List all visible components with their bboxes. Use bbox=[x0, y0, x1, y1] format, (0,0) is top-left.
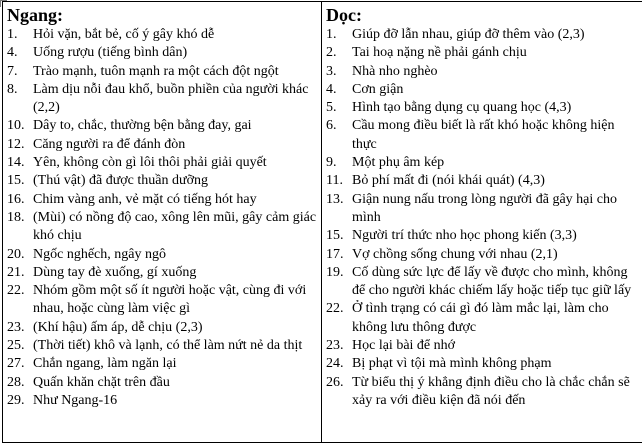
down-clue-text: Học lại bài để nhớ bbox=[352, 338, 456, 354]
down-clue-item bbox=[326, 300, 642, 337]
down-clues-column bbox=[322, 2, 642, 443]
across-clue-text: Dùng tay đè xuống, gí xuống bbox=[33, 264, 197, 280]
across-clue-text: Quấn khăn chặt trên đầu bbox=[33, 374, 170, 390]
across-clue-text: (Mùi) có nồng độ cao, xông lên mũi, gây cảm giác khó chịu bbox=[33, 209, 317, 244]
down-clue-text: Nhà nho nghèo bbox=[352, 63, 438, 79]
down-clue-item bbox=[326, 63, 642, 81]
across-clue-item bbox=[7, 154, 317, 172]
across-clue-item bbox=[7, 44, 317, 62]
across-clue-text: Hỏi vặn, bắt bẻ, cố ý gây khó dễ bbox=[33, 27, 215, 42]
down-clue-text: Cơn giận bbox=[352, 81, 404, 97]
down-clue-text: Giúp đỡ lẫn nhau, giúp đỡ thêm vào (2,3) bbox=[352, 27, 585, 42]
across-clue-item bbox=[7, 209, 317, 246]
down-clue-item bbox=[326, 44, 642, 62]
down-clue-text: Hình tạo bằng dụng cụ quang học (4,3) bbox=[352, 100, 572, 116]
across-clue-text: Yên, không còn gì lôi thôi phải giải quyết bbox=[33, 155, 267, 171]
down-clue-number: 2. bbox=[326, 45, 337, 61]
across-clue-item bbox=[7, 392, 317, 410]
across-clue-number: 10. bbox=[7, 118, 25, 134]
across-clue-number: 18. bbox=[7, 209, 25, 225]
down-clue-number: 26. bbox=[326, 374, 344, 390]
across-clue-number: 28. bbox=[7, 374, 25, 390]
across-clue-number: 25. bbox=[7, 338, 25, 354]
down-clue-item bbox=[326, 191, 642, 228]
across-clue-number: 12. bbox=[7, 136, 25, 152]
across-clue-item bbox=[7, 172, 317, 190]
down-clue-list bbox=[326, 26, 642, 410]
down-clue-number: 1. bbox=[326, 27, 337, 42]
down-clue-item bbox=[326, 355, 642, 373]
across-clue-number: 16. bbox=[7, 191, 25, 207]
across-clue-number: 20. bbox=[7, 246, 25, 262]
across-clue-item bbox=[7, 63, 317, 81]
down-clue-item bbox=[326, 246, 642, 264]
down-clue-number: 24. bbox=[326, 356, 344, 372]
across-clue-text: (Thời tiết) khô và lạnh, có thể làm nứt nẻ da thịt bbox=[33, 338, 303, 354]
clues-table-row bbox=[3, 2, 642, 443]
down-clue-number: 15. bbox=[326, 228, 344, 244]
across-clue-text: Uống rượu (tiếng bình dân) bbox=[33, 45, 188, 61]
across-clues-column bbox=[3, 2, 322, 443]
down-clue-text: Một phụ âm kép bbox=[352, 155, 445, 171]
across-clue-item bbox=[7, 319, 317, 337]
down-clue-number: 11. bbox=[326, 173, 343, 189]
across-clue-number: 8. bbox=[7, 81, 18, 97]
down-clue-item bbox=[326, 154, 642, 172]
down-clue-item bbox=[326, 117, 642, 154]
down-clue-text: Từ biểu thị ý khẳng định điều cho là chắc chắn sẽ xảy ra với điều kiện đã nói đến bbox=[352, 374, 630, 408]
down-clue-text: Tai hoạ nặng nề phải gánh chịu bbox=[352, 45, 527, 61]
down-clue-item bbox=[326, 227, 642, 245]
across-clue-item bbox=[7, 355, 317, 373]
down-clue-number: 13. bbox=[326, 191, 344, 207]
down-clue-item bbox=[326, 26, 642, 44]
down-clue-text: Bị phạt vì tội mà mình không phạm bbox=[352, 356, 552, 372]
across-heading: Ngang: bbox=[7, 5, 64, 25]
across-clue-number: 23. bbox=[7, 319, 25, 335]
down-clue-number: 5. bbox=[326, 100, 337, 116]
across-clue-item bbox=[7, 264, 317, 282]
across-clue-item bbox=[7, 26, 317, 44]
across-clue-text: Ngốc nghếch, ngây ngô bbox=[33, 246, 166, 262]
across-clue-text: Chim vàng anh, vẻ mặt có tiếng hót hay bbox=[33, 191, 257, 207]
across-clue-text: Căng người ra để đánh đòn bbox=[33, 136, 186, 152]
down-clue-text: Giận nung nấu trong lòng người đã gây hại cho mình bbox=[352, 191, 617, 225]
down-clue-text: Cầu mong điều biết là rất khó hoặc không hiện thực bbox=[352, 118, 615, 152]
down-clue-item bbox=[326, 374, 642, 411]
down-clue-item bbox=[326, 172, 642, 190]
across-clue-number: 21. bbox=[7, 264, 25, 280]
down-clue-number: 6. bbox=[326, 118, 337, 134]
across-clue-item bbox=[7, 117, 317, 135]
across-clue-text: Như Ngang-16 bbox=[33, 392, 118, 408]
down-clue-number: 9. bbox=[326, 155, 337, 171]
down-clue-number: 3. bbox=[326, 63, 337, 79]
across-clue-number: 1. bbox=[7, 27, 18, 42]
down-clue-item bbox=[326, 337, 642, 355]
across-clue-number: 7. bbox=[7, 63, 18, 79]
across-clue-item bbox=[7, 282, 317, 319]
across-clue-number: 27. bbox=[7, 356, 25, 372]
across-clue-number: 29. bbox=[7, 392, 25, 408]
across-clue-text: Chắn ngang, làm ngăn lại bbox=[33, 356, 177, 372]
across-clue-text: (Khí hậu) ấm áp, dễ chịu (2,3) bbox=[33, 319, 203, 335]
across-clue-item bbox=[7, 136, 317, 154]
across-clue-text: (Thú vật) đã được thuần dưỡng bbox=[33, 173, 208, 189]
down-clue-number: 22. bbox=[326, 301, 344, 317]
clues-table bbox=[2, 1, 642, 443]
across-clue-number: 14. bbox=[7, 155, 25, 171]
across-clue-item bbox=[7, 246, 317, 264]
down-clue-item bbox=[326, 81, 642, 99]
down-clue-text: Bỏ phí mất đi (nói khái quát) (4,3) bbox=[352, 173, 545, 189]
down-clue-number: 17. bbox=[326, 246, 344, 262]
across-clue-text: Làm dịu nỗi đau khổ, buồn phiền của người khác (2,2) bbox=[33, 81, 309, 116]
across-clue-item bbox=[7, 337, 317, 355]
across-clue-item bbox=[7, 191, 317, 209]
across-clue-text: Dây to, chắc, thường bện bằng đay, gai bbox=[33, 118, 252, 134]
down-heading: Dọc: bbox=[326, 5, 362, 25]
down-clue-number: 4. bbox=[326, 81, 337, 97]
across-clue-list bbox=[7, 26, 317, 410]
across-clue-number: 4. bbox=[7, 45, 18, 61]
down-clue-text: Ở tình trạng có cái gì đó làm mắc lại, làm cho không lưu thông được bbox=[352, 301, 609, 335]
down-clue-text: Người trí thức nho học phong kiến (3,3) bbox=[352, 228, 577, 244]
down-clue-number: 23. bbox=[326, 338, 344, 354]
down-clue-item bbox=[326, 99, 642, 117]
across-clue-text: Nhóm gồm một số ít người hoặc vật, cùng đi với nhau, hoặc cùng làm việc gì bbox=[33, 283, 307, 317]
across-clue-number: 15. bbox=[7, 173, 25, 189]
across-clue-item bbox=[7, 81, 317, 118]
across-clue-item bbox=[7, 374, 317, 392]
across-clue-text: Trào mạnh, tuôn mạnh ra một cách đột ngột bbox=[33, 63, 279, 79]
across-clue-number: 22. bbox=[7, 283, 25, 299]
down-clue-text: Vợ chồng sống chung với nhau (2,1) bbox=[352, 246, 558, 262]
down-clue-text: Cố dùng sức lực để lấy về được cho mình, không để cho người khác chiếm lấy hoặc tiếp tục giữ lấy bbox=[352, 264, 632, 299]
down-clue-number: 19. bbox=[326, 264, 344, 280]
down-clue-item bbox=[326, 264, 642, 301]
